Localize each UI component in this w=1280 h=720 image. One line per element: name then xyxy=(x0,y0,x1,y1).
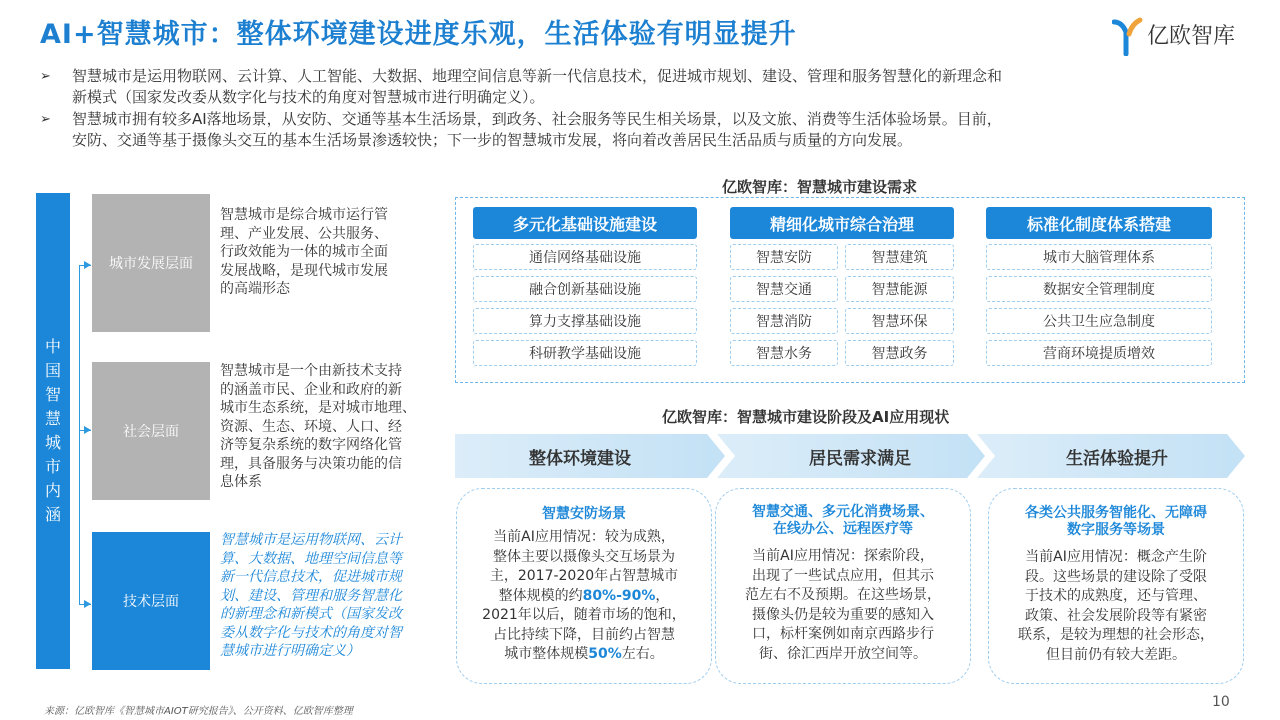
card-line-text: 城市整体规模 xyxy=(504,646,589,662)
level-society: 社会层面 xyxy=(92,362,210,500)
label-char: 涵 xyxy=(44,505,61,524)
requirement-item: 智慧能源 xyxy=(845,276,954,302)
desc-line: 划、建设、管理和服务智慧化 xyxy=(220,587,402,604)
label-char: 智 xyxy=(44,385,61,404)
card-line: 联系，是较为理想的社会形态， xyxy=(1018,627,1214,643)
bullet-arrow-icon: ➢ xyxy=(40,69,51,84)
level-technology: 技术层面 xyxy=(92,532,210,670)
level-city-development: 城市发展层面 xyxy=(92,194,210,332)
level-description xyxy=(220,531,438,661)
requirement-item: 智慧安防 xyxy=(730,244,838,270)
card-title xyxy=(988,505,1244,539)
desc-line: 智慧城市是运用物联网、云计 xyxy=(220,532,402,548)
bullet-arrow-icon: ➢ xyxy=(40,112,51,127)
requirement-item: 城市大脑管理体系 xyxy=(986,244,1212,270)
card-line: 口，标杆案例如南京西路步行 xyxy=(752,626,934,642)
card-line-text: 左右。 xyxy=(621,646,664,662)
desc-line: 行政效能为一体的城市全面 xyxy=(220,244,388,260)
requirement-item: 智慧建筑 xyxy=(845,244,954,270)
card-title-line: 各类公共服务智能化、无障碍 xyxy=(1025,505,1207,521)
desc-line: 发展战略，是现代城市发展 xyxy=(220,262,388,279)
desc-line: 智慧城市是综合城市运行管 xyxy=(220,207,388,223)
card-line-text: 2021年以后，随着市场的饱和， xyxy=(482,607,686,623)
card-line xyxy=(456,626,712,646)
requirement-item: 通信网络基础设施 xyxy=(473,244,697,270)
col-head-governance: 精细化城市综合治理 xyxy=(730,207,954,239)
label-char: 内 xyxy=(44,481,61,500)
card-title xyxy=(456,506,712,523)
bullet-line: 安防、交通等基于摄像头交互的基本生活场景渗透较快；下一步的智慧城市发展，将向着改善居民生活品质与质量的方向发展。 xyxy=(72,131,913,149)
requirement-item: 智慧政务 xyxy=(845,340,954,366)
desc-line: 济等复杂系统的数字网络化管 xyxy=(220,437,402,453)
arrow-right-icon xyxy=(84,600,91,608)
card-line-text: ， xyxy=(655,587,670,604)
card-title xyxy=(715,504,971,538)
label-char: 慧 xyxy=(44,409,61,428)
requirement-item: 智慧交通 xyxy=(730,276,838,302)
stage-label: 生活体验提升 xyxy=(1066,449,1168,469)
card-line: 范左右不及预期。在这些场景， xyxy=(745,587,941,603)
bullet-item xyxy=(40,66,1250,108)
card-title-line: 智慧交通、多元化消费场景、 xyxy=(752,504,934,520)
card-line-text: 当前AI应用情况：较为成熟， xyxy=(493,529,675,545)
card-title-line: 在线办公、远程医疗等 xyxy=(773,521,913,537)
label-char: 国 xyxy=(44,361,61,380)
stage-label: 居民需求满足 xyxy=(809,449,911,469)
desc-line: 理、产业发展、公共服务、 xyxy=(220,225,388,242)
stage-label: 整体环境建设 xyxy=(529,449,631,469)
desc-line: 慧城市进行明确定义） xyxy=(220,643,360,659)
card-line: 街、徐汇西岸开放空间等。 xyxy=(759,645,927,662)
card-line: 于技术的成熟度，还与管理、 xyxy=(1025,588,1207,604)
card-text xyxy=(988,548,1244,665)
desc-line: 息体系 xyxy=(220,474,262,490)
card-highlight: 80%-90% xyxy=(582,587,656,604)
card-line xyxy=(456,645,712,665)
requirement-item: 算力支撑基础设施 xyxy=(473,308,697,334)
desc-line: 算、大数据、地理空间信息等 xyxy=(220,550,402,567)
page-title: AI+智慧城市：整体环境建设进度乐观，生活体验有明显提升 xyxy=(40,19,797,50)
requirement-item: 智慧环保 xyxy=(845,308,954,334)
desc-line: 新一代信息技术，促进城市规 xyxy=(220,569,402,585)
page-number: 10 xyxy=(1212,694,1230,710)
requirement-item: 公共卫生应急制度 xyxy=(986,308,1212,334)
col-head-institution: 标准化制度体系搭建 xyxy=(986,207,1212,239)
desc-line: 的涵盖市民、企业和政府的新 xyxy=(220,381,402,398)
card-text xyxy=(715,547,971,664)
desc-line: 的新理念和新模式（国家发改 xyxy=(220,606,402,622)
card-title-line: 智慧安防场景 xyxy=(542,506,626,522)
card-line-text: 占比持续下降，目前约占智慧 xyxy=(493,626,675,643)
desc-line: 城市生态系统，是对城市地理、 xyxy=(220,400,416,416)
card-text xyxy=(456,528,712,665)
desc-line: 资源、生态、环境、人口、经 xyxy=(220,418,402,435)
connotation-label xyxy=(36,193,70,669)
card-line xyxy=(456,587,712,607)
card-line-text: 主，2017-2020年占智慧城市 xyxy=(489,568,679,584)
card-line xyxy=(456,548,712,568)
logo-text: 亿欧智库 xyxy=(1147,24,1236,49)
requirement-item: 智慧水务 xyxy=(730,340,838,366)
col-head-infrastructure: 多元化基础设施建设 xyxy=(473,207,697,239)
stages-title: 亿欧智库：智慧城市建设阶段及AI应用现状 xyxy=(662,408,950,426)
card-highlight: 50% xyxy=(588,646,622,662)
bullet-line: 智慧城市拥有较多AI落地场景，从安防、交通等基本生活场景，到政务、社会服务等民生相关场景，以及文旅、消费等生活体验场景。目前， xyxy=(72,110,1002,128)
requirement-item: 智慧消防 xyxy=(730,308,838,334)
card-line-text: 整体主要以摄像头交互场景为 xyxy=(493,548,675,565)
source-note: 来源：亿欧智库《智慧城市AIOT研究报告》、公开资料、亿欧智库整理 xyxy=(44,706,353,717)
requirements-title: 亿欧智库：智慧城市建设需求 xyxy=(722,178,918,196)
requirement-item: 融合创新基础设施 xyxy=(473,276,697,302)
level-description xyxy=(220,362,438,492)
label-char: 城 xyxy=(44,433,61,452)
card-line xyxy=(456,528,712,548)
desc-line: 的高端形态 xyxy=(220,281,290,297)
requirement-item: 科研教学基础设施 xyxy=(473,340,697,366)
level-description xyxy=(220,206,438,299)
requirement-item: 营商环境提质增效 xyxy=(986,340,1212,366)
card-line xyxy=(456,606,712,626)
bullet-line: 智慧城市是运用物联网、云计算、人工智能、大数据、地理空间信息等新一代信息技术，促进城市规划、建设、管理和服务智慧化的新理念和 xyxy=(72,67,1003,85)
card-line-text: 整体规模的约 xyxy=(498,587,583,604)
card-line xyxy=(456,567,712,587)
desc-line: 智慧城市是一个由新技术支持 xyxy=(220,363,402,379)
card-line: 但目前仍有较大差距。 xyxy=(1046,646,1186,663)
desc-line: 委从数字化与技术的角度对智 xyxy=(220,624,402,641)
card-line: 当前AI应用情况：概念产生阶 xyxy=(1025,549,1207,565)
desc-line: 理，具备服务与决策功能的信 xyxy=(220,455,402,472)
bullet-item xyxy=(40,109,1250,151)
arrow-right-icon xyxy=(84,261,91,269)
card-line: 摄像头仍是较为重要的感知入 xyxy=(752,606,934,623)
arrow-right-icon xyxy=(84,426,91,434)
card-line: 当前AI应用情况：探索阶段， xyxy=(752,548,934,564)
label-char: 市 xyxy=(44,457,61,476)
intro-bullets xyxy=(40,66,1250,152)
brand-logo xyxy=(1112,16,1252,56)
card-line: 出现了一些试点应用，但其示 xyxy=(752,567,934,584)
label-char: 中 xyxy=(44,337,61,356)
card-line: 段。这些场景的建设除了受限 xyxy=(1025,568,1207,585)
requirement-item: 数据安全管理制度 xyxy=(986,276,1212,302)
connector-line xyxy=(79,265,80,605)
bullet-line: 新模式（国家发改委从数字化与技术的角度对智慧城市进行明确定义）。 xyxy=(72,88,545,106)
iyiou-logo-icon xyxy=(1112,16,1144,56)
card-title-line: 数字服务等场景 xyxy=(1067,522,1165,538)
card-line: 政策、社会发展阶段等有紧密 xyxy=(1025,607,1207,624)
